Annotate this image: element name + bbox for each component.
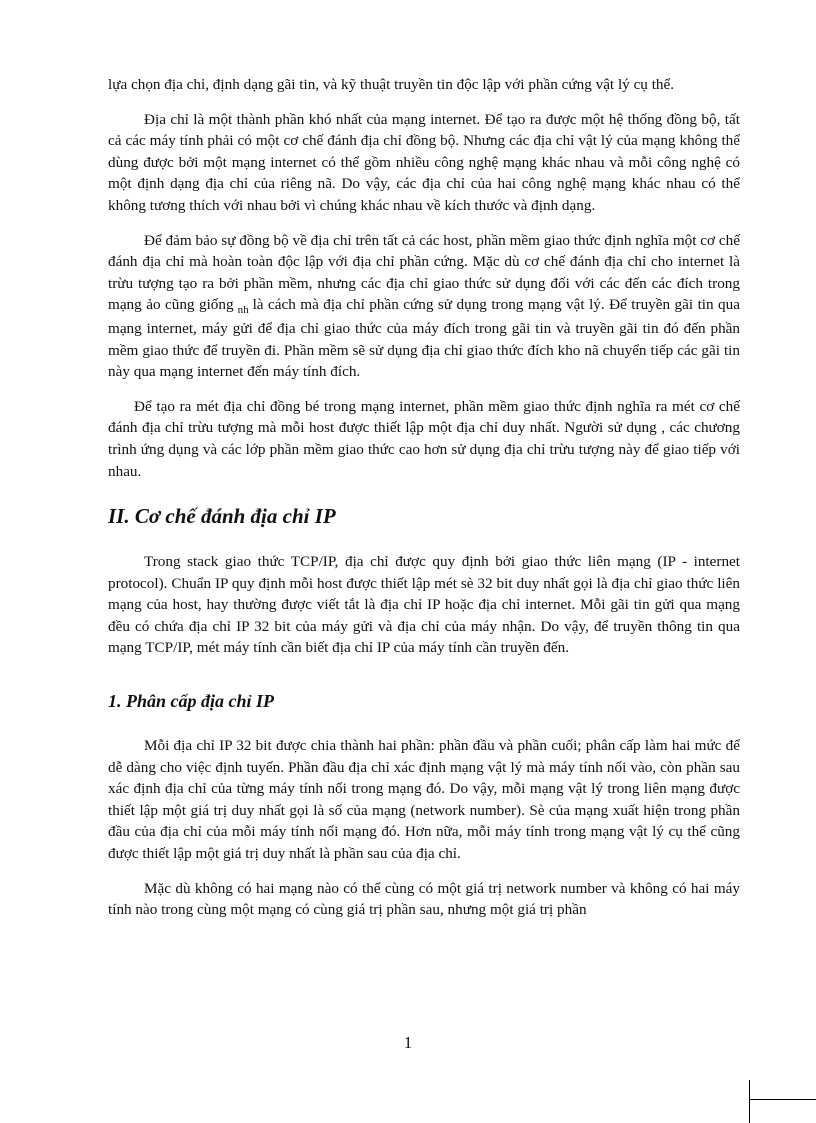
paragraph-abstract-address: Để tạo ra mét địa chỉ đồng bé trong mạng internet, phần mềm giao thức định nghĩa ra mét cơ chế đánh địa chỉ trừu tượng mà mỗi host được thiết lập một địa chỉ duy nhất. Người sử dụng , các chương trình ứng dụng và các lớp phần mềm giao thức cao hơn sử dụng địa chỉ trừu tượng này để giao tiếp với nhau. <box>108 397 740 480</box>
paragraph-network-number: Mặc dù không có hai mạng nào có thể cùng có một giá trị network number và không có hai máy tính nào trong cùng một mạng có cùng giá trị phần sau, nhưng một giá trị phần <box>108 879 740 919</box>
section-heading: II. Cơ chế đánh địa chỉ IP <box>108 504 336 529</box>
page-number: 1 <box>403 1033 413 1052</box>
paragraph-tcpip-address: Trong stack giao thức TCP/IP, địa chỉ được quy định bởi giao thức liên mạng (IP - internet protocol). Chuẩn IP quy định mỗi host được thiết lập mét sè 32 bit duy nhất gọi là địa chỉ giao thức liên mạng của host, hay thường được viết tắt là địa chỉ IP hoặc địa chỉ internet. Mỗi gãi tin gửi qua mạng đều có chứa địa chỉ IP 32 bit của máy gửi và địa chỉ của máy nhận. Do vậy, để truyền thông tin qua mạng TCP/IP, mét máy tính cần biết địa chỉ IP của máy tính cần truyền đến. <box>108 553 740 657</box>
subsection-heading: 1. Phân cấp địa chỉ IP <box>108 691 275 712</box>
paragraph-continuation: lựa chọn địa chỉ, định dạng gãi tin, và kỹ thuật truyền tin độc lập với phần cứng vật lý cụ thể. <box>108 76 675 93</box>
paragraph-address-sync <box>108 230 740 383</box>
crop-mark-vertical <box>749 1080 750 1123</box>
crop-mark-horizontal <box>749 1099 816 1100</box>
paragraph-ip-hierarchy: Mỗi địa chỉ IP 32 bit được chia thành hai phần: phần đầu và phần cuối; phân cấp làm hai mức để dễ dàng cho việc định tuyến. Phần đầu địa chỉ xác định mạng vật lý mà máy tính nối vào, còn phần sau xác định địa chỉ của từng máy tính nối trong mạng đó. Do vậy, mỗi mạng vật lý trong liên mạng được thiết lập một giá trị duy nhất gọi là số của mạng (network number). Sè của mạng xuất hiện trong phần đầu của địa chỉ của mỗi máy tính nối mạng đó. Hơn nữa, mỗi máy tính trong mạng vật lý cụ thể cũng được thiết lập một giá trị duy nhất là phần sau của địa chỉ. <box>108 737 740 863</box>
page-body <box>108 74 740 921</box>
paragraph-text-before: Để đảm bảo sự đồng bộ về địa chỉ trên tất cả các host, phần mềm giao thức định nghĩa một cơ chế đánh địa chỉ mà hoàn toàn độc lập với địa chỉ phần cứng. Mặc dù cơ chế đánh địa chỉ cho internet là trừu tượng tạo ra bởi phần mềm, nhưng các địa chỉ giao thức sử dụng đối với các đến các đích trong mạng ảo cũng giống <box>108 231 740 314</box>
paragraph-address-difficulty: Địa chỉ là một thành phần khó nhất của mạng internet. Để tạo ra được một hệ thống đồng bộ, tất cả các máy tính phải có một cơ chế đánh địa chỉ đồng bộ. Nhưng các địa chỉ vật lý của mạng không thể dùng được bởi một mạng internet có thể gồm nhiều công nghệ mạng khác nhau và mỗi công nghệ có một định dạng địa chỉ của riêng nã. Do vậy, các địa chỉ của hai công nghệ mạng khác nhau có thể không tương thích với nhau bởi vì chúng khác nhau về kích thước và định dạng. <box>108 110 740 214</box>
paragraph-text-after: là cách mà địa chỉ phần cứng sử dụng trong mạng vật lý. Để truyền gãi tin qua mạng internet, máy gửi để địa chỉ giao thức của máy đích trong gãi tin và truyền gãi tin đó đến phần mềm giao thức để truyền đi. Phần mềm sẽ sử dụng địa chỉ giao thức đích kho nã chuyển tiếp các gãi tin này qua mạng internet đến máy tính đích. <box>108 296 740 381</box>
inline-fragment: nh <box>237 304 249 317</box>
